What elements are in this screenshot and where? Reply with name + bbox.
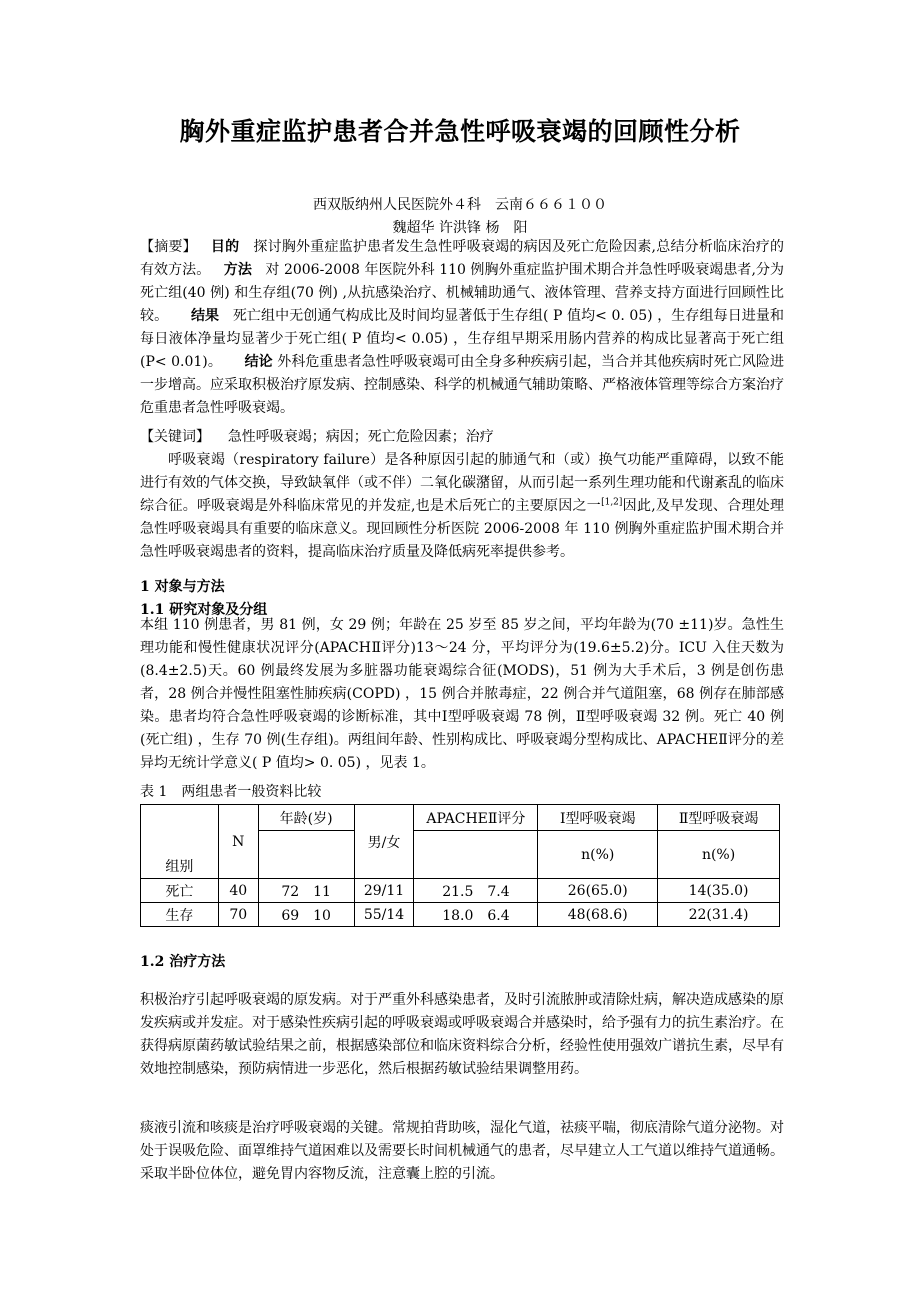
cell-type2: 22(31.4): [658, 903, 780, 927]
keywords: [140, 426, 784, 449]
header-age-sub: [258, 831, 354, 879]
cell-group: 生存: [141, 903, 219, 927]
result-text: 死亡组中无创通气构成比及时间均显著低于生存组( P 值均< 0. 05) ，生存组每日进量和每日液体净量均显著少于死亡组( P 值均< 0.05) ，生存组早期采用肠内营养的构成比显著高于死亡组(P< 0.01)。: [140, 308, 784, 370]
cell-type2: 14(35.0): [658, 879, 780, 903]
result-label: 结果: [190, 308, 220, 324]
header-n: N: [218, 805, 258, 879]
table-row: [141, 879, 780, 903]
keywords-label: 【关键词】: [140, 429, 210, 445]
method-label: 方法: [223, 262, 252, 278]
citation-ref: [1,2]: [601, 497, 623, 508]
cell-sex: 29/11: [354, 879, 414, 903]
section-heading-1-2: 1.2 治疗方法: [140, 954, 226, 970]
treatment-paragraph-2: 痰液引流和咳痰是治疗呼吸衰竭的关键。常规拍背助咳，湿化气道，祛痰平喘，彻底清除气道分泌物。对处于误吸危险、面罩维持气道困难以及需要长时间机械通气的患者，尽早建立人工气道以维持气道通畅。采取半卧位体位，避免胃内容物反流，注意囊上腔的引流。: [140, 1120, 784, 1182]
abstract-label: 【摘要】: [140, 239, 197, 255]
cell-n: 40: [218, 879, 258, 903]
section-heading-1: 1 对象与方法: [140, 579, 225, 595]
conclusion-label: 结论: [244, 354, 273, 370]
header-type1: Ⅰ型呼吸衰竭: [538, 805, 658, 831]
cell-age: 72 11: [258, 879, 354, 903]
table-1: [140, 804, 780, 927]
paper-title: 胸外重症监护患者合并急性呼吸衰竭的回顾性分析: [179, 117, 741, 146]
header-type2: Ⅱ型呼吸衰竭: [658, 805, 780, 831]
section-heading-1-1: 1.1 研究对象及分组: [140, 602, 268, 618]
authors: 魏超华 许洪锋 杨 阳: [392, 220, 528, 236]
intro-text-2: 因此,及早发现、合理处理急性呼吸衰竭具有重要的临床意义。现回顾性分析医院 2006-2008 年 110 例胸外重症监护围术期合并急性呼吸衰竭患者的资料，提高临床治疗质量及降低病死率提供参考。: [140, 498, 785, 560]
cell-apache: 21.5 7.4: [414, 879, 538, 903]
table-row: [141, 903, 780, 927]
header-type2-unit: n(%): [658, 831, 780, 879]
subjects-paragraph: 本组 110 例患者，男 81 例，女 29 例；年龄在 25 岁至 85 岁之间，平均年龄为(70 ±11)岁。急性生理功能和慢性健康状况评分(APACHⅡ评分)13～24 分，平均评分为(19.6±5.2)分。ICU 入住天数为(8.4±2.5)天。60 例最终发展为多脏器功能衰竭综合征(MODS)，51 例为大手术后，3 例是创伤患者，28 例合并慢性阻塞性肺疾病(COPD) ，15 例合并脓毒症，22 例合并气道阻塞，68 例存在肺部感染。患者均符合急性呼吸衰竭的诊断标准，其中Ⅰ型呼吸衰竭 78 例，Ⅱ型呼吸衰竭 32 例。死亡 40 例(死亡组) ，生存 70 例(生存组)。两组间年龄、性别构成比、呼吸衰竭分型构成比、APACHEⅡ评分的差异均无统计学意义( P 值均> 0. 05) ，见表 1。: [140, 617, 784, 771]
cell-sex: 55/14: [354, 903, 414, 927]
cell-group: 死亡: [141, 879, 219, 903]
method-text: 对 2006-2008 年医院外科 110 例胸外重症监护围术期合并急性呼吸衰竭患者,分为死亡组(40 例) 和生存组(70 例) ,从抗感染治疗、机械辅助通气、液体管理、营养支持方面进行回顾性比较。: [140, 262, 785, 324]
treatment-paragraph-1: 积极治疗引起呼吸衰竭的原发病。对于严重外科感染患者，及时引流脓肿或清除灶病，解决造成感染的原发疾病或并发症。对于感染性疾病引起的呼吸衰竭或呼吸衰竭合并感染时，给予强有力的抗生素治疗。在获得病原菌药敏试验结果之前，根据感染部位和临床资料综合分析，经验性使用强效广谱抗生素，尽早有效地控制感染，预防病情进一步恶化，然后根据药敏试验结果调整用药。: [140, 992, 784, 1077]
conclusion-text: 外科危重患者急性呼吸衰竭可由全身多种疾病引起，当合并其他疾病时死亡风险进一步增高。应采取积极治疗原发病、控制感染、科学的机械通气辅助策略、严格液体管理等综合方案治疗危重患者急性呼吸衰竭。: [140, 354, 784, 416]
header-group: 组别: [141, 805, 219, 879]
keywords-text: 急性呼吸衰竭；病因；死亡危险因素；治疗: [227, 429, 494, 445]
cell-type1: 48(68.6): [538, 903, 658, 927]
intro-paragraph: [140, 449, 784, 564]
header-age: 年龄(岁): [258, 805, 354, 831]
abstract: [140, 236, 784, 420]
purpose-label: 目的: [210, 239, 240, 255]
cell-type1: 26(65.0): [538, 879, 658, 903]
affiliation: 西双版纳州人民医院外４科 云南６６６１００: [313, 197, 607, 213]
table-caption: 表 1 两组患者一般资料比较: [140, 784, 322, 800]
header-apache-sub: [414, 831, 538, 879]
purpose-text: 探讨胸外重症监护患者发生急性呼吸衰竭的病因及死亡危险因素,总结分析临床治疗的有效方法。: [140, 239, 784, 278]
cell-n: 70: [218, 903, 258, 927]
intro-text-1: 呼吸衰竭（respiratory failure）是各种原因引起的肺通气和（或）换气功能严重障碍，以致不能进行有效的气体交换，导致缺氧伴（或不伴）二氧化碳潴留，从而引起一系列生理功能和代谢紊乱的临床综合征。呼吸衰竭是外科临床常见的并发症,也是术后死亡的主要原因之一: [140, 452, 784, 514]
header-sex: 男/女: [354, 805, 414, 879]
header-apache: APACHEⅡ评分: [414, 805, 538, 831]
header-type1-unit: n(%): [538, 831, 658, 879]
cell-age: 69 10: [258, 903, 354, 927]
cell-apache: 18.0 6.4: [414, 903, 538, 927]
